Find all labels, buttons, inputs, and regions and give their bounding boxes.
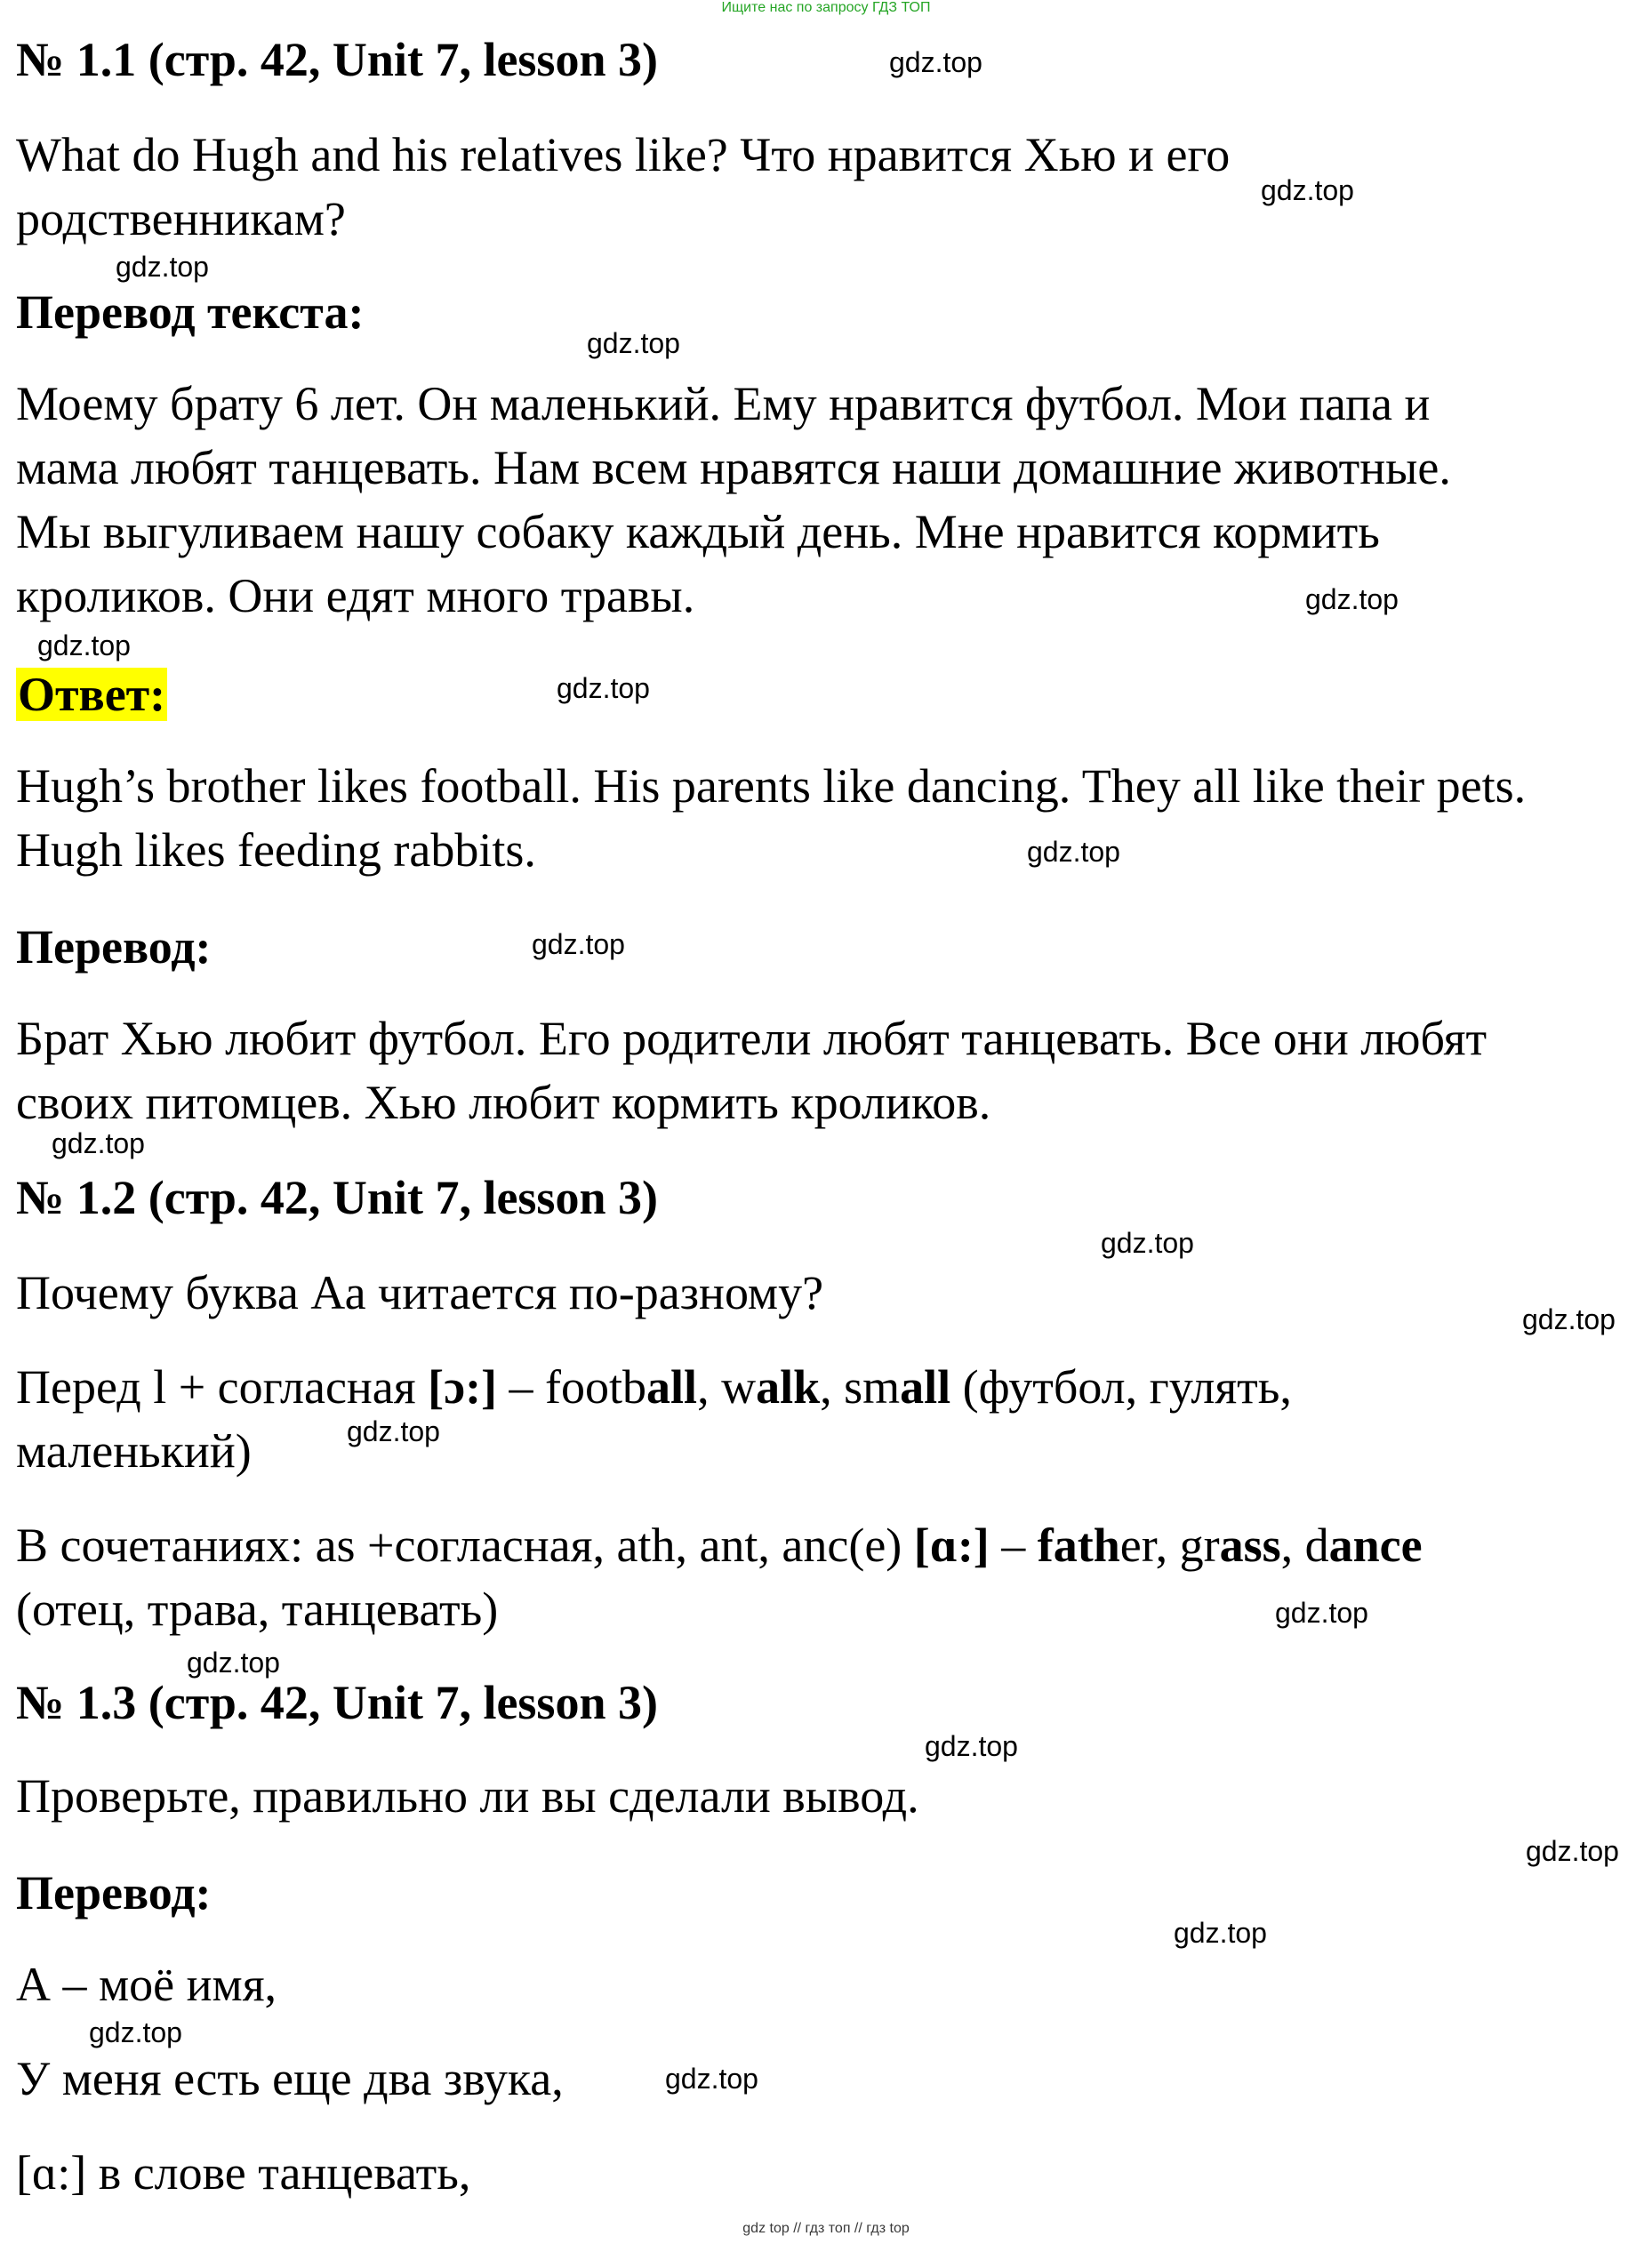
task-1-2-question: Почему буква Аа читается по-разному? [16,1266,824,1319]
rule-1-word-2-bold: alk [756,1360,821,1414]
watermark: gdz.top [37,629,131,661]
task-1-1-answer-heading [16,669,167,720]
rule-1-word-1-bold: all [646,1360,698,1414]
watermark: gdz.top [1174,1917,1267,1949]
task-1-1-translation-line-4: кроликов. Они едят много травы. [16,569,695,622]
rule-2-word-3-start: d [1304,1519,1329,1572]
watermark: gdz.top [587,327,680,359]
watermark: gdz.top [665,2063,758,2095]
watermark: gdz.top [89,2016,182,2048]
watermark: gdz.top [1526,1835,1619,1867]
task-1-3-poem-line-3: [ɑ:] в слове танцевать, [16,2146,471,2200]
rule-2-dash: – [989,1519,1038,1572]
watermark: gdz.top [1101,1227,1194,1259]
watermark: gdz.top [1305,583,1399,615]
task-1-1-translation-line-1: Моему брату 6 лет. Он маленький. Ему нравится футбол. Мои папа и [16,377,1431,430]
task-1-3-question: Проверьте, правильно ли вы сделали вывод. [16,1769,919,1823]
task-1-3-poem-line-2: У меня есть еще два звука, [16,2052,564,2105]
rule-2-word-2-start: gr [1179,1519,1220,1572]
task-1-2-rule-1-cont: маленький) [16,1424,252,1478]
task-1-3-perevod-heading: Перевод: [16,1866,212,1919]
rule-1-word-1-start: footb [545,1360,647,1414]
rule-2-word-2-bold: ass [1219,1519,1281,1572]
rule-1-lead: Перед l + согласная [16,1360,429,1414]
rule-1-tail: (футбол, гулять, [950,1360,1292,1414]
task-1-1-heading: № 1.1 (стр. 42, Unit 7, lesson 3) [16,33,658,86]
top-banner: Ищите нас по запросу ГДЗ ТОП [721,0,931,15]
rule-1-word-3-bold: all [900,1360,951,1414]
rule-1-word-2-start: w [721,1360,757,1414]
task-1-1-perevod-line-2: своих питомцев. Хью любит кормить кроликов. [16,1076,991,1129]
rule-1-dash: – [497,1360,546,1414]
task-1-1-perevod-heading: Перевод: [16,920,212,974]
rule-2-sep-1: , [1155,1519,1180,1572]
rule-2-sep-2: , [1280,1519,1305,1572]
task-1-1-translation-line-2: мама любят танцевать. Нам всем нравятся наши домашние животные. [16,441,1451,494]
watermark: gdz.top [52,1127,145,1159]
watermark: gdz.top [1522,1303,1616,1335]
watermark: gdz.top [187,1647,280,1679]
task-1-1-perevod-line-1: Брат Хью любит футбол. Его родители любят танцевать. Все они любят [16,1012,1488,1065]
bottom-banner: gdz top // гдз топ // гдз top [742,2221,910,2236]
watermark: gdz.top [1027,836,1120,868]
rule-2-lead: В сочетаниях: as +согласная, ath, ant, anc(e) [16,1519,914,1572]
watermark: gdz.top [347,1415,440,1447]
task-1-1-question-line-1: What do Hugh and his relatives like? Что нравится Хью и его [16,128,1231,181]
answer-highlight: Ответ: [18,668,166,721]
rule-2-word-1-end: er [1119,1519,1156,1572]
watermark: gdz.top [1275,1597,1368,1629]
task-1-2-rule-1 [16,1355,1292,1419]
task-1-3-heading: № 1.3 (стр. 42, Unit 7, lesson 3) [16,1676,658,1729]
rule-1-ipa: [ɔ:] [428,1360,498,1414]
watermark: gdz.top [1261,174,1354,206]
task-1-1-question-line-2: родственникам? [16,192,346,245]
task-1-1-answer-line-2: Hugh likes feeding rabbits. [16,823,536,877]
task-1-3-poem-line-1: А – моё имя, [16,1958,277,2011]
rule-2-word-1-bold: fath [1037,1519,1120,1572]
rule-1-sep-2: , [820,1360,845,1414]
task-1-2-rule-2 [16,1513,1423,1577]
rule-2-word-3-bold: ance [1328,1519,1423,1572]
task-1-1-translation-heading: Перевод текста: [16,285,365,339]
rule-2-ipa: [ɑ:] [913,1519,990,1572]
watermark: gdz.top [925,1730,1018,1762]
task-1-1-translation-line-3: Мы выгуливаем нашу собаку каждый день. Мне нравится кормить [16,505,1380,558]
watermark: gdz.top [532,928,625,960]
task-1-2-heading: № 1.2 (стр. 42, Unit 7, lesson 3) [16,1171,658,1224]
task-1-2-rule-2-cont: (отец, трава, танцевать) [16,1583,499,1636]
watermark: gdz.top [116,251,209,283]
watermark: gdz.top [889,46,982,78]
task-1-1-answer-line-1: Hugh’s brother likes football. His parents like dancing. They all like their pets. [16,759,1527,813]
rule-1-word-3-start: sm [844,1360,901,1414]
watermark: gdz.top [557,672,650,704]
rule-1-sep-1: , [697,1360,722,1414]
